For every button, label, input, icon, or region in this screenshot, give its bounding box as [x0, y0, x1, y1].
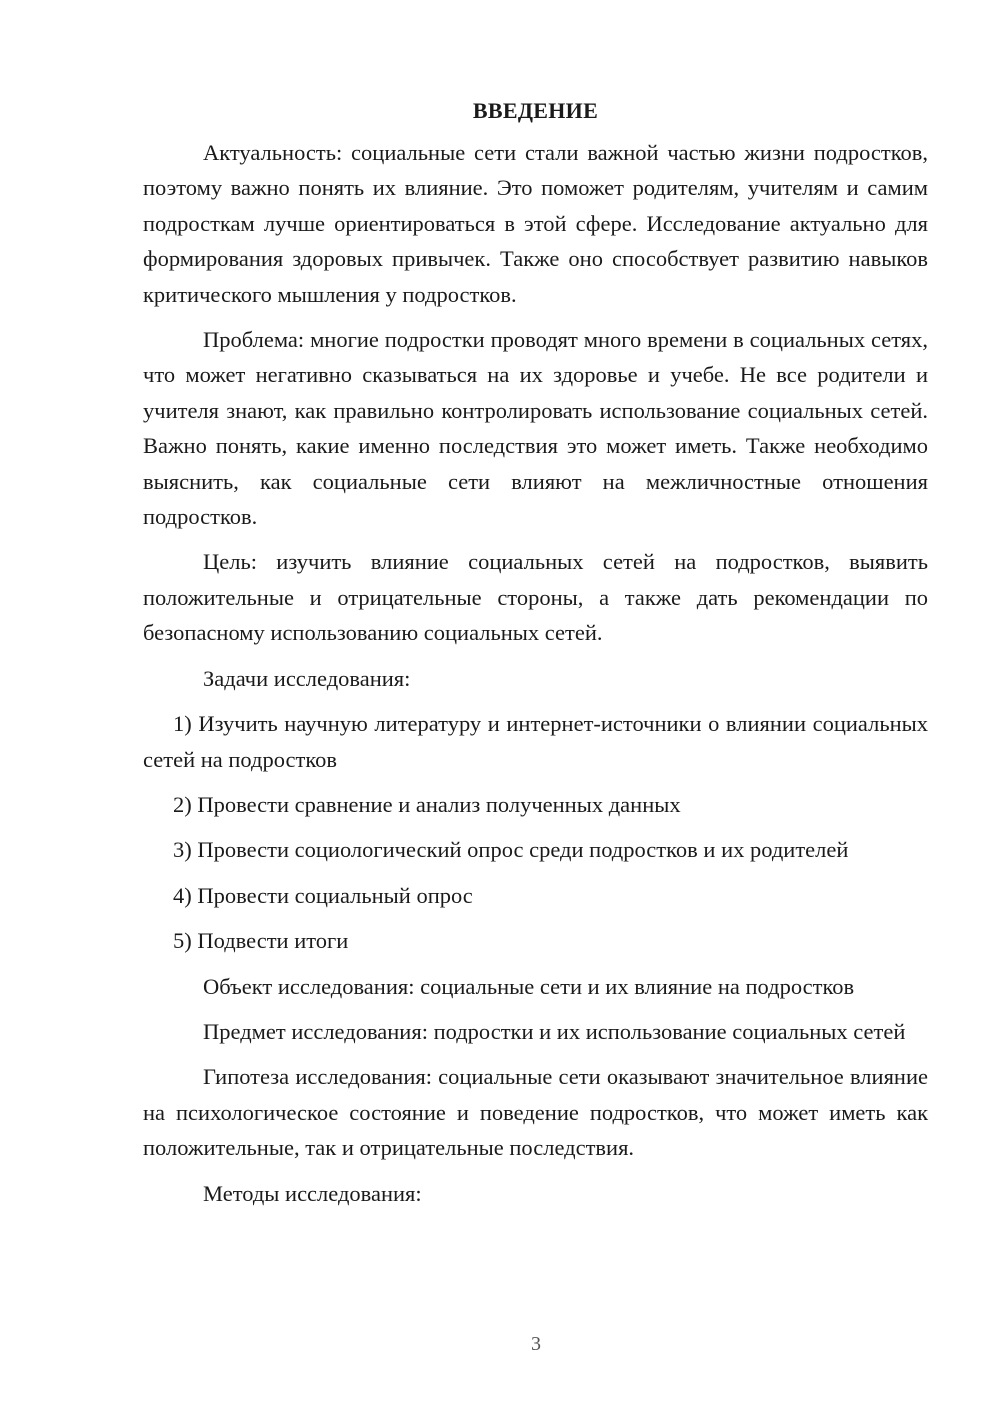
methods-heading: Методы исследования: [203, 1180, 422, 1206]
subject-paragraph: Предмет исследования: подростки и их использование социальных сетей [203, 1018, 906, 1044]
page-number: 3 [531, 1333, 541, 1355]
task-item-1: 1) Изучить научную литературу и интернет-источники о влиянии социальных сетей на подростков [143, 711, 928, 772]
task-item-4: 4) Провести социальный опрос [173, 882, 473, 908]
hypothesis-paragraph: Гипотеза исследования: социальные сети оказывают значительное влияние на психологическое состояние и поведение подростков, что может иметь как положительные, так и отрицательные последствия. [143, 1064, 928, 1161]
tasks-heading: Задачи исследования: [203, 665, 411, 691]
task-item-2: 2) Провести сравнение и анализ полученных данных [173, 791, 681, 817]
relevance-paragraph: Актуальность: социальные сети стали важной частью жизни подростков, поэтому важно понять их влияние. Это поможет родителям, учителям и самим подросткам лучше ориентироваться в этой сфере. Исследование актуально для формирования здоровых привычек. Также оно способствует развитию навыков критического мышления у подростков. [143, 140, 928, 307]
page-content [143, 95, 928, 1221]
goal-paragraph: Цель: изучить влияние социальных сетей на подростков, выявить положительные и отрицательные стороны, а также дать рекомендации по безопасному использованию социальных сетей. [143, 549, 928, 646]
problem-paragraph: Проблема: многие подростки проводят много времени в социальных сетях, что может негативно сказываться на их здоровье и учебе. Не все родители и учителя знают, как правильно контролировать использование социальных сетей. Важно понять, какие именно последствия это может иметь. Также необходимо выяснить, как социальные сети влияют на межличностные отношения подростков. [143, 327, 928, 530]
page-title: ВВЕДЕНИЕ [472, 98, 599, 123]
task-item-5: 5) Подвести итоги [173, 928, 349, 954]
object-paragraph: Объект исследования: социальные сети и их влияние на подростков [203, 973, 855, 999]
task-item-3: 3) Провести социологический опрос среди подростков и их родителей [173, 837, 849, 863]
